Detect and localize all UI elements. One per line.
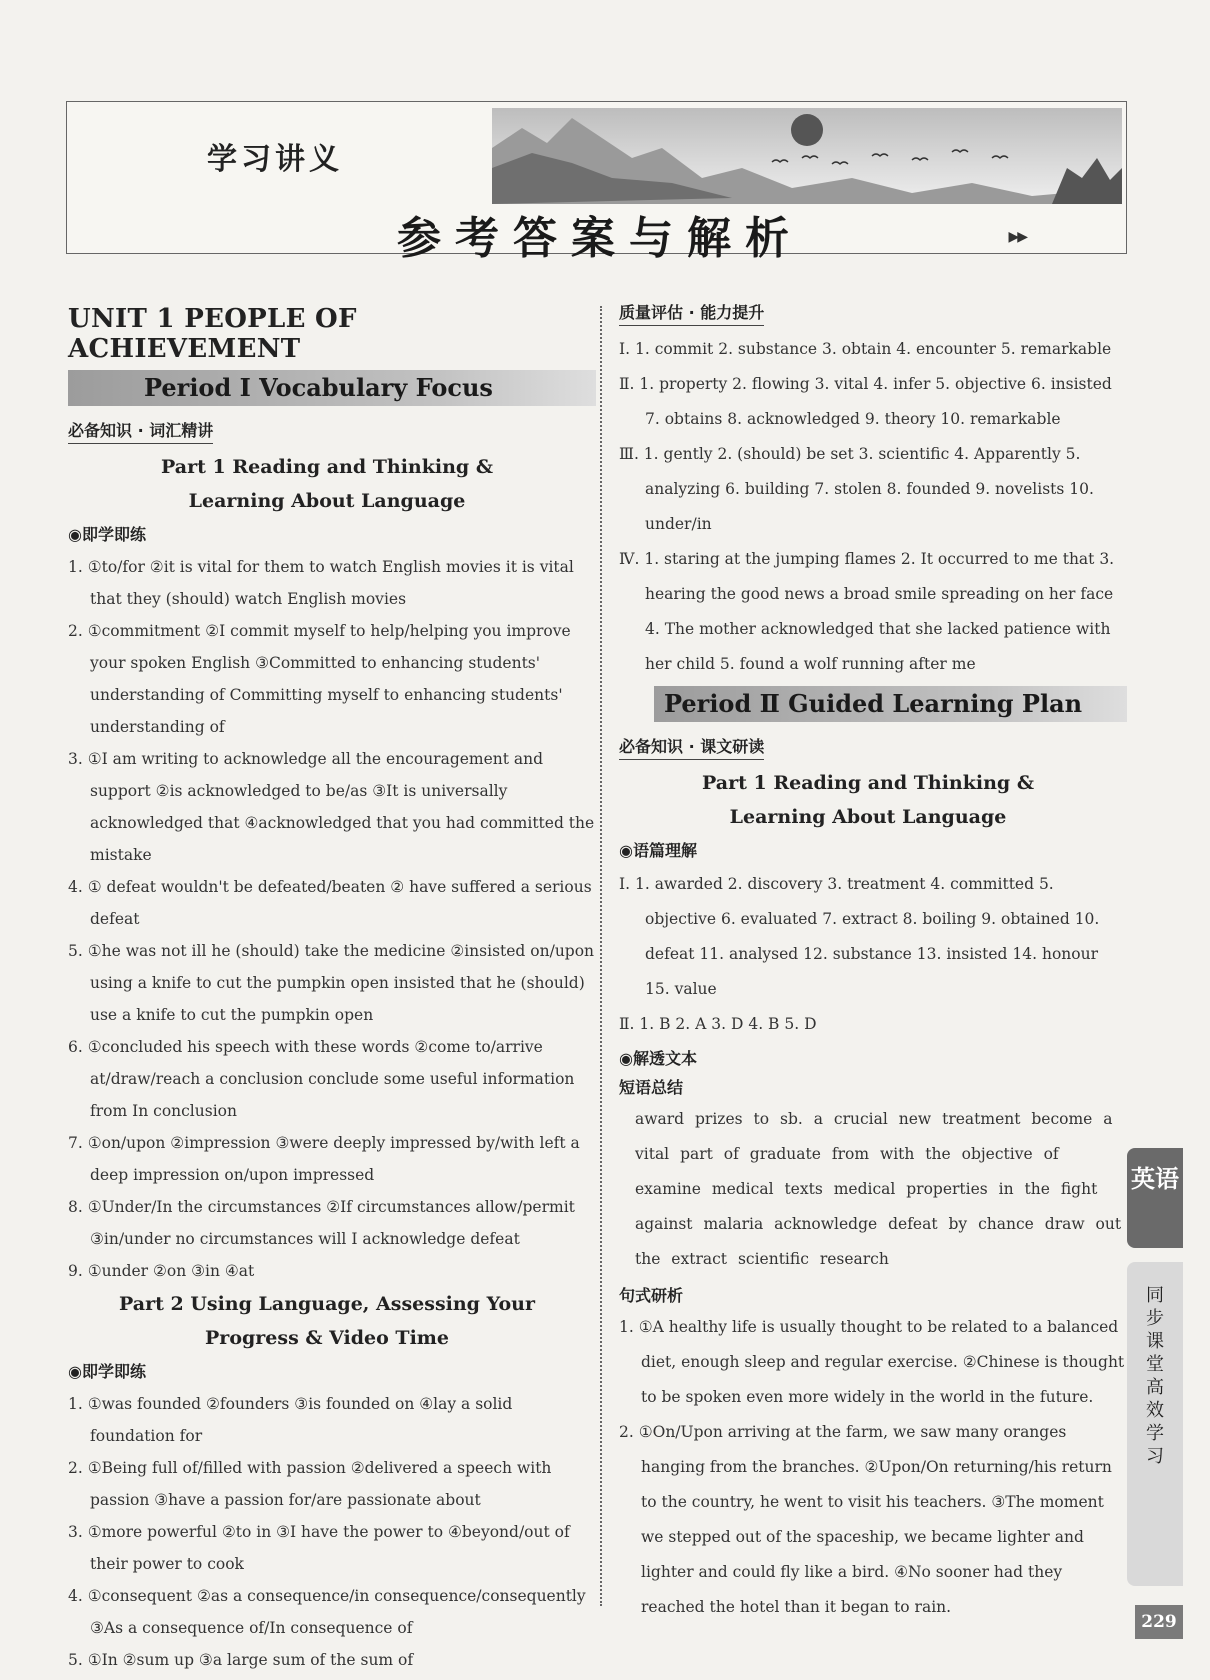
unit-title: UNIT 1 PEOPLE OF ACHIEVEMENT [68,304,357,364]
part-2-title-line2: Progress & Video Time [205,1327,449,1349]
subject-tab [1127,1148,1183,1248]
section-heading-text-study: 必备知识 · 课文研读 [619,734,764,760]
sentences-heading: 句式研析 [619,1286,684,1305]
answer-item: 2. ①commitment ②I commit myself to help/helping you improve your spoken English ③Committed to enhancing students' understanding of Committing myself to enhancing students' understanding of [68,622,571,736]
phrases-heading: 短语总结 [619,1078,684,1097]
subject-label: 英语 [1131,1165,1179,1193]
answer-item: 4. ① defeat wouldn't be defeated/beaten ② have suffered a serious defeat [68,878,592,928]
answer-item: Ⅰ. 1. commit 2. substance 3. obtain 4. encounter 5. remarkable [619,340,1112,358]
answer-item: 2. ①On/Upon arriving at the farm, we saw many oranges hanging from the branches. ②Upon/On returning/his return to the country, he went to visit his teachers. ③The moment we stepped out of the spaceship, we became lighter and lighter and could fly like a bird. ④No sooner had they reached the hotel than it began to rain. [619,1423,1112,1616]
answer-list [619,1310,1127,1625]
period-2-bar: Period Ⅱ Guided Learning Plan [654,686,1127,722]
header-banner [66,101,1127,264]
answer-list [68,551,596,1287]
period-1-bar: Period Ⅰ Vocabulary Focus [68,370,596,406]
left-column [58,300,596,1676]
answer-item: 2. ①Being full of/filled with passion ②delivered a speech with passion ③have a passion for/are passionate about [68,1459,552,1509]
part-1-title-line1: Part 1 Reading and Thinking & [161,456,493,478]
answer-item: 3. ①I am writing to acknowledge all the encouragement and support ②is acknowledged to be/as ③It is universally acknowledged that ④acknowledged that you had committed the mistake [68,750,595,864]
part-1-title-line1: Part 1 Reading and Thinking & [702,772,1034,794]
banner-subtitle: 学习讲义 [207,142,343,177]
slogan-tab [1127,1262,1183,1586]
answer-item: Ⅱ. 1. property 2. flowing 3. vital 4. infer 5. objective 6. insisted 7. obtains 8. acknowledged 9. theory 10. remarkable [619,375,1112,428]
answer-item: Ⅱ. 1. B 2. A 3. D 4. B 5. D [619,1015,817,1033]
right-column [609,300,1127,1625]
answer-item: Ⅲ. 1. gently 2. (should) be set 3. scientific 4. Apparently 5. analyzing 6. building 7. stolen 8. founded 9. novelists 10. under/in [619,445,1094,533]
answer-item: 6. ①concluded his speech with these words ②come to/arrive at/draw/reach a conclusion conclude some useful information from In conclusion [68,1038,575,1120]
answer-item: 1. ①was founded ②founders ③is founded on ④lay a solid foundation for [68,1395,513,1445]
arrows-icon: ▶▶ [1008,229,1026,245]
answer-item: Ⅰ. 1. awarded 2. discovery 3. treatment 4. committed 5. objective 6. evaluated 7. extract 8. boiling 9. obtained 10. defeat 11. analysed 12. substance 13. insisted 14. honour 15. value [619,875,1100,998]
landscape-painting [492,108,1122,204]
answer-item: 8. ①Under/In the circumstances ②If circumstances allow/permit ③in/under no circumstances will I acknowledge defeat [68,1198,575,1248]
answer-item: 3. ①more powerful ②to in ③I have the power to ④beyond/out of their power to cook [68,1523,570,1573]
part-1-title-line2: Learning About Language [188,490,466,512]
answer-item: Ⅳ. 1. staring at the jumping flames 2. It occurred to me that 3. hearing the good news a broad smile spreading on her face 4. The mother acknowledged that she lacked patience with her child 5. found a wolf running after me [619,550,1115,673]
practice-heading: ◉即学即练 [68,525,146,544]
column-divider [600,306,602,1606]
banner-title: 参考答案与解析 [397,213,803,264]
answer-item: 4. ①consequent ②as a consequence/in consequence/consequently ③As a consequence of/In consequence of [68,1587,586,1637]
page-number: 229 [1135,1605,1183,1639]
comprehension-heading: ◉语篇理解 [619,841,697,860]
answer-list [619,867,1127,1042]
slogan-label: 同步课堂 高效学习 [1146,1285,1164,1467]
answer-item: 9. ①under ②on ③in ④at [68,1262,255,1280]
practice-heading: ◉即学即练 [68,1362,146,1381]
section-heading-assessment: 质量评估 · 能力提升 [619,300,764,326]
part-1-title-line2: Learning About Language [729,806,1007,828]
answer-item: 5. ①he was not ill he (should) take the medicine ②insisted on/upon using a knife to cut the pumpkin open insisted that he (should) use a knife to cut the pumpkin open [68,942,595,1024]
answer-item: 7. ①on/upon ②impression ③were deeply impressed by/with left a deep impression on/upon impressed [68,1134,580,1184]
answer-item: 1. ①to/for ②it is vital for them to watch English movies it is vital that they (should) watch English movies [68,558,574,608]
part-2-title-line1: Part 2 Using Language, Assessing Your [119,1293,535,1315]
answer-item: 5. ①In ②sum up ③a large sum of the sum of [68,1651,414,1669]
phrase-summary: award prizes to sb. a crucial new treatment become a vital part of graduate from with the objective of examine medical texts medical properties in the fight against malaria acknowledge defeat by chance draw out the extract scientific research [635,1110,1122,1268]
answer-item: 1. ①A healthy life is usually thought to be related to a balanced diet, enough sleep and regular exercise. ②Chinese is thought to be spoken even more widely in the world in the future. [619,1318,1125,1406]
answer-list [619,332,1127,682]
answer-list [68,1388,596,1676]
analysis-heading: ◉解透文本 [619,1049,697,1068]
section-heading-vocab: 必备知识 · 词汇精讲 [68,418,213,444]
